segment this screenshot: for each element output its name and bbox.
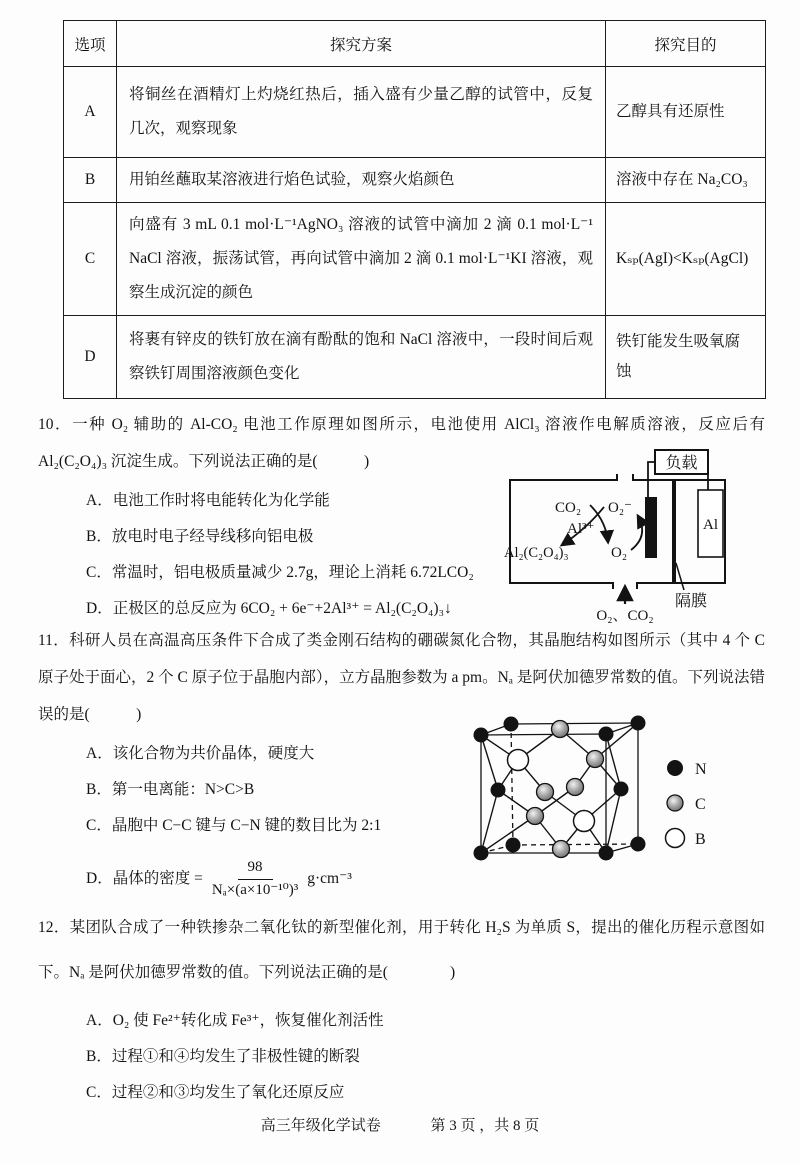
footer-page-number: 第 3 页 ，共 8 页 (430, 1118, 540, 1134)
option-c: C．晶胞中 C−C 键与 C−N 键的数目比为 2:1 (86, 817, 382, 834)
load-label: 负载 (665, 455, 698, 472)
purpose-cell: 铁钉能发生吸氧腐蚀 (606, 316, 766, 399)
question-10 (38, 406, 765, 622)
question-12-stem: 12．某团队合成了一种铁掺杂二氧化钛的新型催化剂，用于转化 H₂S 为单质 S，提出的催化历程示意图如下。Nₐ 是阿伏加德罗常数的值。下列说法正确的是( ) (38, 919, 765, 981)
question-11 (38, 622, 765, 905)
product-label: Al₂(C₂O₄)₃ (504, 545, 569, 561)
question-12-options (86, 1003, 765, 1111)
question-12 (38, 905, 765, 1105)
legend-n-icon (667, 760, 683, 776)
plan-cell: 将裹有锌皮的铁钉放在滴有酚酞的饱和 NaCl 溶液中，一段时间后观察铁钉周围溶液颜色变化 (117, 316, 606, 399)
option-letter: D (64, 316, 117, 399)
option-b: B．放电时电子经导线移向铝电极 (86, 528, 314, 545)
option-c: C．常温时，铝电极质量减少 2.7g，理论上消耗 6.72LCO₂ (86, 564, 474, 581)
question-10-stem: 10．一种 O₂ 辅助的 Al-CO₂ 电池工作原理如图所示，电池使用 AlCl₃ 溶液作电解质溶液，反应后有 Al₂(C₂O₄)₃ 沉淀生成。下列说法正确的是( ) (38, 416, 765, 470)
fraction-numerator: 98 (238, 857, 273, 880)
legend-c-icon (667, 795, 683, 811)
density-unit: g·cm⁻³ (307, 870, 352, 887)
page-footer (0, 1114, 800, 1138)
cell-container (510, 474, 725, 589)
header-plan: 探究方案 (117, 21, 606, 67)
table-row (64, 158, 766, 203)
plan-cell: 用铂丝蘸取某溶液进行焰色试验，观察火焰颜色 (117, 158, 606, 203)
header-purpose: 探究目的 (606, 21, 766, 67)
option-d: D．正极区的总反应为 6CO₂ + 6e⁻+2Al³⁺ = Al₂(C₂O₄)₃↓ (86, 600, 452, 617)
legend (666, 760, 708, 848)
density-fraction (208, 857, 302, 902)
footer-exam-title: 高三年级化学试卷 (260, 1118, 381, 1134)
membrane-pointer (676, 563, 684, 590)
cathode-electrode (645, 497, 657, 558)
o2-label: O₂ (611, 545, 628, 561)
option-b: B．过程①和④均发生了非极性键的断裂 (86, 1048, 360, 1065)
option-letter: C (64, 203, 117, 316)
purpose-cell: 乙醇具有还原性 (606, 67, 766, 158)
table-row (64, 67, 766, 158)
legend-c-label: C (695, 796, 706, 813)
purpose-cell: Kₛₚ(AgI)<Kₛₚ(AgCl) (606, 203, 766, 316)
option-a: A．该化合物为共价晶体，硬度大 (86, 745, 315, 762)
density-prefix: D．晶体的密度 = (86, 870, 203, 887)
option-letter: B (64, 158, 117, 203)
plan-cell: 向盛有 3 mL 0.1 mol·L⁻¹AgNO₃ 溶液的试管中滴加 2 滴 0.1 mol·L⁻¹ NaCl 溶液，振荡试管，再向试管中滴加 2 滴 0.1 mol·L⁻¹KI 溶液，观察生成沉淀的颜色 (117, 203, 606, 316)
table-row (64, 203, 766, 316)
option-a: A．O₂ 使 Fe²⁺转化成 Fe³⁺，恢复催化剂活性 (86, 1012, 384, 1029)
superoxide-label: O₂⁻ (608, 500, 632, 516)
header-option: 选项 (64, 21, 117, 67)
gas-inlet-label: O₂、CO₂ (596, 608, 654, 624)
table-row (64, 316, 766, 399)
crystal-structure-diagram (453, 702, 763, 898)
membrane-label: 隔膜 (675, 593, 708, 610)
purpose-cell: 溶液中存在 Na₂CO₃ (606, 158, 766, 203)
al-ion-label: Al³⁺ (567, 521, 595, 537)
table-header-row (64, 21, 766, 67)
plan-cell: 将铜丝在酒精灯上灼烧红热后，插入盛有少量乙醇的试管中，反复几次，观察现象 (117, 67, 606, 158)
exploration-table (63, 20, 766, 399)
legend-n-label: N (695, 761, 707, 778)
question-11-stem: 11．科研人员在高温高压条件下合成了类金刚石结构的硼碳氮化合物，其晶胞结构如图所示（其中 4 个 C 原子处于面心，2 个 C 原子位于晶胞内部），立方晶胞参数为 a pm。Nₐ 是阿伏加德罗常数的值。下列说法错误的是( ) (38, 632, 765, 723)
option-b: B．第一电离能：N>C>B (86, 781, 255, 798)
fraction-denominator: Nₐ×(a×10⁻¹⁰)³ (211, 881, 299, 898)
carbon-atoms (527, 721, 604, 858)
option-letter: A (64, 67, 117, 158)
co2-label: CO₂ (555, 500, 582, 516)
battery-diagram (498, 443, 768, 625)
legend-b-label: B (695, 831, 706, 848)
option-c: C．过程②和③均发生了氧化还原反应 (86, 1084, 345, 1101)
option-a: A．电池工作时将电能转化为化学能 (86, 492, 330, 509)
al-electrode-label: Al (703, 517, 718, 533)
legend-b-icon (666, 829, 685, 848)
